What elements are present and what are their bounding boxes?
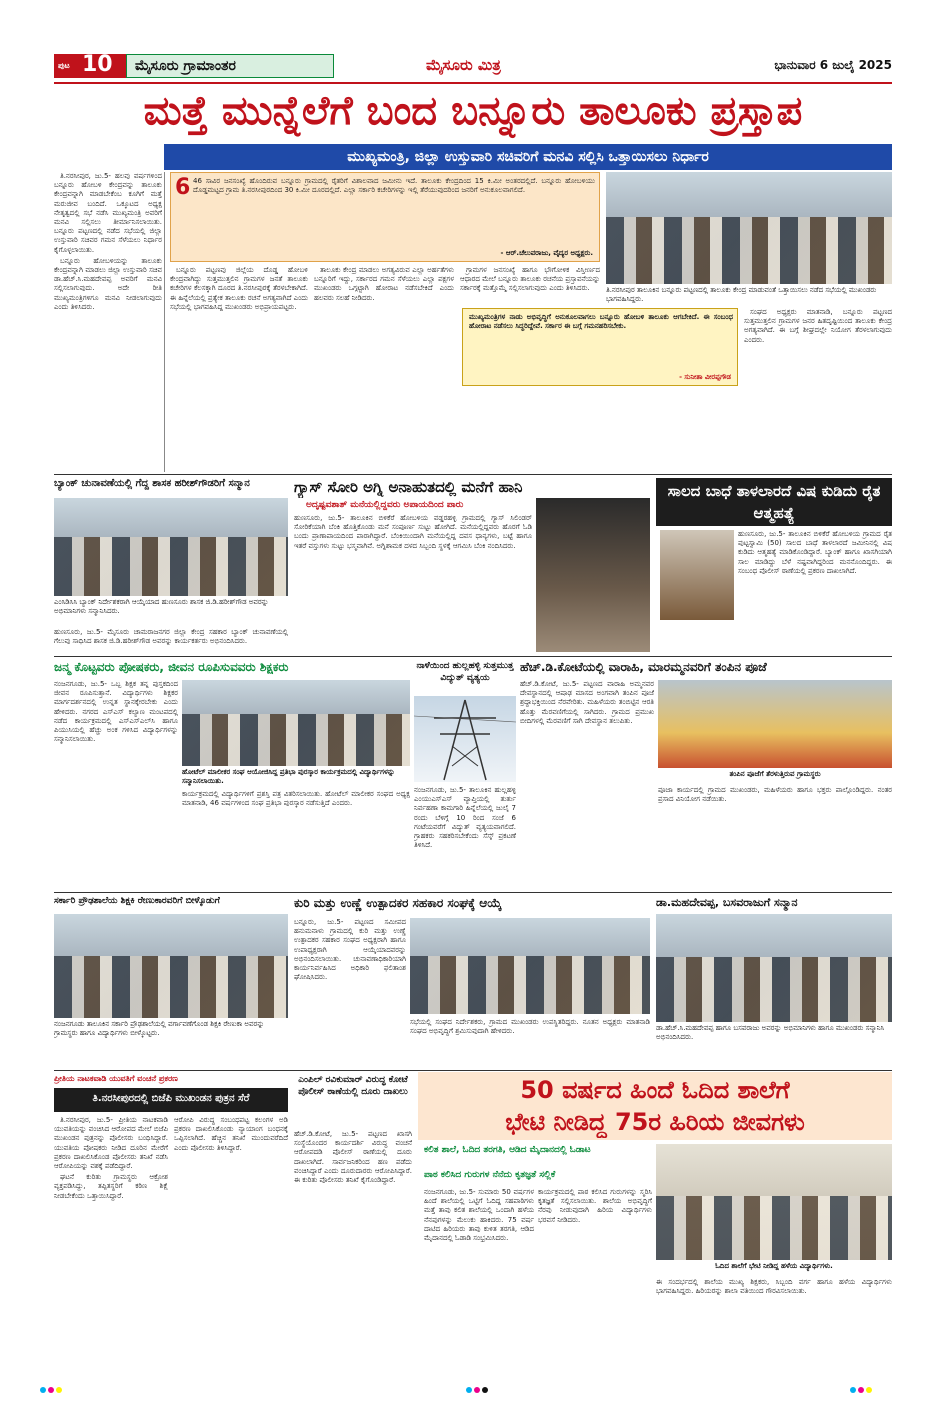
reunion-bullet-2: ಪಾಠ ಕಲಿಸಿದ ಗುರುಗಳ ನೆನೆದು ಕೃತಜ್ಞತೆ ಸಲ್ಲಿಕೆ xyxy=(424,1170,556,1180)
varahi-photo xyxy=(658,680,892,768)
teachers-photo xyxy=(182,680,410,766)
registration-marks xyxy=(466,1378,496,1386)
section-rule xyxy=(54,656,892,657)
section-rule xyxy=(54,1070,892,1071)
farmer-body: ಹುಣಸೂರು, ಜು.5- ತಾಲೂಕಿನ ಬಿಳಿಕೆರೆ ಹೋಬಳಿಯ ಗ್ರಾಮದ ರೈತ ಪುಟ್ಟಸ್ವಾಮಿ (50) ಸಾಲದ ಬಾಧೆ ತಾಳಲಾರದೆ ಜಮೀನಿನಲ್ಲಿ ವಿಷ ಕುಡಿದು ಆತ್ಮಹತ್ಯೆ ಮಾಡಿಕೊಂಡಿದ್ದಾರೆ. ಬ್ಯಾಂಕ್ ಹಾಗೂ ಖಾಸಗಿಯಾಗಿ ಸಾಲ ಮಾಡಿದ್ದು ಬೆಳೆ ನಷ್ಟವಾಗಿದ್ದರಿಂದ ಮನನೊಂದಿದ್ದರು. ಈ ಸಂಬಂಧ ಪೊಲೀಸ್ ಠಾಣೆಯಲ್ಲಿ ಪ್ರಕರಣ ದಾಖಲಾಗಿದೆ. xyxy=(738,530,892,575)
reunion-caption: ಓದಿದ ಶಾಲೆಗೆ ಭೇಟಿ ನೀಡಿದ್ದ ಹಳೆಯ ವಿದ್ಯಾರ್ಥಿಗಳು. xyxy=(715,1262,833,1270)
bjp-body-2: ಆರೋಪಿ ವಿರುದ್ಧ ಸಂಬಂಧಪಟ್ಟ ಕಲಂಗಳ ಅಡಿ ಪ್ರಕರಣ ದಾಖಲಿಸಿಕೊಂಡು ನ್ಯಾಯಾಂಗ ಬಂಧನಕ್ಕೆ ಒಪ್ಪಿಸಲಾಗಿದೆ. ಹೆಚ್ಚಿನ ತನಿಖೆ ಮುಂದುವರೆದಿದೆ ಎಂದು ಪೊಲೀಸರು ತಿಳಿಸಿದ್ದಾರೆ. xyxy=(174,1116,288,1152)
varahi-caption: ತಂಪಿನ ಪೂಜೆಗೆ ತೆರಳುತ್ತಿರುವ ಗ್ರಾಮಸ್ಥರು xyxy=(729,770,821,778)
bjp-headline: ತಿ.ನರಸೀಪುರದಲ್ಲಿ ಬಿಜೆಪಿ ಮುಖಂಡನ ಪುತ್ರನ ಸೆರೆ xyxy=(92,1093,250,1104)
school-caption: ನಂಜನಗೂಡು ತಾಲೂಕಿನ ಸರ್ಕಾರಿ ಪ್ರೌಢಶಾಲೆಯಲ್ಲಿ ವರ್ಗಾವಣೆಗೊಂಡ ಶಿಕ್ಷಕಿ ರೇಣುಕಾ ಅವರನ್ನು ಗ್ರಾಮಸ್ಥರು ಹಾಗೂ ವಿದ್ಯಾರ್ಥಿಗಳು ಬೀಳ್ಕೊಟ್ಟರು. xyxy=(54,1020,265,1037)
quote-byline: - ಸುನೀತಾ ವೀರಪ್ಪಗೌಡ xyxy=(679,373,731,381)
highlight-dropcap: 6 xyxy=(175,175,191,200)
quote-text: ಮುಖ್ಯಮಂತ್ರಿಗಳ ನಾಡು ಅಭಿವೃದ್ಧಿಗೆ ಅನುಕೂಲವಾಗಲು ಬನ್ನೂರು ಹೋಬಳಿ ತಾಲೂಕು ಆಗಬೇಕಿದೆ. ಈ ಸಂಬಂಧ ಹೋರಾಟ ನಡೆಸಲು ಸಿದ್ಧರಿದ್ದೇವೆ. ಸರ್ಕಾರ ಈ ಬಗ್ಗೆ ಗಮನಹರಿಸಬೇಕು. xyxy=(469,313,733,331)
section-rule xyxy=(54,892,892,893)
issue-date: ಭಾನುವಾರ 6 ಜುಲೈ 2025 xyxy=(774,58,892,72)
lead-col3-text: ತಾಲೂಕು ಕೇಂದ್ರ ಮಾಡಲು ಅಗತ್ಯವಿರುವ ಎಲ್ಲಾ ಅರ್ಹತೆಗಳು ಬನ್ನೂರಿಗೆ ಇದ್ದು, ಸರ್ಕಾರದ ಗಮನ ಸೆಳೆಯಲು ಎಲ್ಲಾ ಪಕ್ಷಗಳ ಮುಖಂಡರು ಒಗ್ಗಟ್ಟಾಗಿ ಹೋರಾಟ ನಡೆಸಬೇಕಿದೆ ಎಂದು ಹಲವರು ಸಲಹೆ ನೀಡಿದರು. xyxy=(314,266,454,302)
sheep-body-2: ಸಭೆಯಲ್ಲಿ ಸಂಘದ ನಿರ್ದೇಶಕರು, ಗ್ರಾಮದ ಮುಖಂಡರು ಉಪಸ್ಥಿತರಿದ್ದರು. ನೂತನ ಅಧ್ಯಕ್ಷರು ಮಾತನಾಡಿ ಸಂಘದ ಅಭಿವೃದ್ಧಿಗೆ ಶ್ರಮಿಸುವುದಾಗಿ ಹೇಳಿದರು. xyxy=(410,1018,650,1036)
bjp-body-text: ತಿ.ನರಸೀಪುರ, ಜು.5- ಪ್ರೀತಿಯ ನಾಟಕವಾಡಿ ಯುವತಿಯನ್ನು ವಂಚಿಸಿದ ಆರೋಪದ ಮೇಲೆ ಬಿಜೆಪಿ ಮುಖಂಡನ ಪುತ್ರನನ್ನು ಪೊಲೀಸರು ಬಂಧಿಸಿದ್ದಾರೆ. ಯುವತಿಯ ಪೋಷಕರು ನೀಡಿದ ದೂರಿನ ಮೇರೆಗೆ ಪ್ರಕರಣ ದಾಖಲಿಸಿಕೊಂಡ ಪೊಲೀಸರು ತನಿಖೆ ನಡೆಸಿ ಆರೋಪಿಯನ್ನು ವಶಕ್ಕೆ ಪಡೆದಿದ್ದಾರೆ. xyxy=(54,1116,168,1171)
section-name-box xyxy=(126,54,334,78)
reunion-headline-box xyxy=(418,1072,892,1140)
mahadevappa-caption: ಡಾ.ಹೆಚ್.ಸಿ.ಮಹದೇವಪ್ಪ ಹಾಗೂ ಬಸವರಾಜು ಅವರನ್ನು ಅಭಿಮಾನಿಗಳು ಹಾಗೂ ಮುಖಂಡರು ಸನ್ಮಾನಿಸಿ ಅಭಿನಂದಿಸಿದರು. xyxy=(656,1024,885,1041)
lead-headline: ಮತ್ತೆ ಮುನ್ನೆಲೆಗೆ ಬಂದ ಬನ್ನೂರು ತಾಲೂಕು ಪ್ರಸ್ತಾಪ xyxy=(143,88,803,134)
power-headline: ನಾಳೆಯಿಂದ ಹುಲ್ಲಹಳ್ಳಿ ಸುತ್ತಮುತ್ತ ವಿದ್ಯುತ್ ವ್ಯತ್ಯಯ xyxy=(416,661,514,683)
lead-column-3 xyxy=(314,266,454,472)
teachers-body: ನಂಜನಗೂಡು, ಜು.5- ಒಬ್ಬ ಶಿಕ್ಷಕ ತನ್ನ ಪುಸ್ತಕದಿಂದ ಜೀವನ ರೂಪಿಸುತ್ತಾನೆ. ವಿದ್ಯಾರ್ಥಿಗಳು ಶಿಕ್ಷಕರ ಮಾರ್ಗದರ್ಶನದಲ್ಲಿ ಉನ್ನತ ಸ್ಥಾನಕ್ಕೇರಬೇಕು ಎಂದು ಹೇಳಿದರು. ನಗರದ ಎಸ್‌ಎಸ್ ಕಲ್ಯಾಣ ಮಂಟಪದಲ್ಲಿ ನಡೆದ ಕಾರ್ಯಕ್ರಮದಲ್ಲಿ ಎಸ್‌ಎಸ್‌ಎಲ್‌ಸಿ ಹಾಗೂ ಪಿಯುಸಿಯಲ್ಲಿ ಹೆಚ್ಚು ಅಂಕ ಗಳಿಸಿದ ವಿದ್ಯಾರ್ಥಿಗಳನ್ನು ಸನ್ಮಾನಿಸಲಾಯಿತು. xyxy=(54,680,178,744)
page-label-box xyxy=(54,54,126,78)
lead-photo xyxy=(606,172,892,284)
section-name: ಮೈಸೂರು ಗ್ರಾಮಾಂತರ xyxy=(135,58,236,74)
police-body: ಹೆಚ್.ಡಿ.ಕೋಟೆ, ಜು.5- ಪಟ್ಟಣದ ಖಾಸಗಿ ಸಂಸ್ಥೆಯೊಂದರ ಕಾರ್ಯದರ್ಶಿ ವಿರುದ್ಧ ವಂಚನೆ ಆರೋಪದಡಿ ಪೊಲೀಸ್ ಠಾಣೆಯಲ್ಲಿ ದೂರು ದಾಖಲಾಗಿದೆ. ಸಾರ್ವಜನಿಕರಿಂದ ಹಣ ಪಡೆದು ವಂಚಿಸಿದ್ದಾರೆ ಎಂದು ದೂರುದಾರರು ಆರೋಪಿಸಿದ್ದಾರೆ. ಈ ಕುರಿತು ಪೊಲೀಸರು ತನಿಖೆ ಕೈಗೊಂಡಿದ್ದಾರೆ. xyxy=(294,1130,412,1185)
gas-fire-photo xyxy=(536,498,650,652)
bank-caption: ಎಂಸಿಡಿಸಿಸಿ ಬ್ಯಾಂಕ್ ನಿರ್ದೇಶಕರಾಗಿ ಆಯ್ಕೆಯಾದ ಹುಣಸೂರು ಶಾಸಕ ಜಿ.ಡಿ.ಹರೀಶ್‌ಗೌಡ ಅವರನ್ನು ಅಭಿಮಾನಿಗಳು ಸನ್ಮಾನಿಸಿದರು. xyxy=(54,598,269,615)
lead-col1-text: ತಿ.ನರಸೀಪುರ, ಜು.5- ಹಲವು ವರ್ಷಗಳಿಂದ ಬನ್ನೂರು ಹೋಬಳಿ ಕೇಂದ್ರವನ್ನು ತಾಲೂಕು ಕೇಂದ್ರವನ್ನಾಗಿ ಮಾಡಬೇಕೆಂಬ ಕೂಗಿಗೆ ಮತ್ತೆ ಮರುಜೀವ ಬಂದಿದೆ. ಒಕ್ಕೂಟದ ಅಧ್ಯಕ್ಷ ನೇತೃತ್ವದಲ್ಲಿ ಸಭೆ ನಡೆಸಿ ಮುಖ್ಯಮಂತ್ರಿ ಅವರಿಗೆ ಮನವಿ ಸಲ್ಲಿಸಲು ತೀರ್ಮಾನಿಸಲಾಯಿತು. ಬನ್ನೂರು ಪಟ್ಟಣದಲ್ಲಿ ನಡೆದ ಸಭೆಯಲ್ಲಿ ಜಿಲ್ಲಾ ಉಸ್ತುವಾರಿ ಸಚಿವರ ಗಮನ ಸೆಳೆಯಲು ನಿರ್ಧಾರ ಕೈಗೊಳ್ಳಲಾಯಿತು. xyxy=(54,172,162,254)
bjp-headline-box xyxy=(54,1088,288,1112)
registration-marks xyxy=(40,1378,70,1386)
mahadevappa-photo xyxy=(656,914,892,1022)
reunion-headline-1: 50 ವರ್ಷದ ಹಿಂದೆ ಓದಿದ ಶಾಲೆಗೆ xyxy=(520,1076,790,1104)
bjp-body xyxy=(54,1116,168,1370)
varahi-headline: ಹೆಚ್.ಡಿ.ಕೋಟೆಯಲ್ಲಿ ವಾರಾಹಿ, ಮಾರಮ್ಮನವರಿಗೆ ತಂಪಿನ ಪೂಜೆ xyxy=(520,660,767,674)
lead-column-5 xyxy=(744,308,892,472)
bank-body: ಹುಣಸೂರು, ಜು.5- ಮೈಸೂರು ಚಾಮರಾಜನಗರ ಜಿಲ್ಲಾ ಕೇಂದ್ರ ಸಹಕಾರ ಬ್ಯಾಂಕ್ ಚುನಾವಣೆಯಲ್ಲಿ ಗೆಲುವು ಸಾಧಿಸಿದ ಶಾಸಕ ಜಿ.ಡಿ.ಹರೀಶ್‌ಗೌಡ ಅವರನ್ನು ಕಾರ್ಯಕರ್ತರು ಅಭಿನಂದಿಸಿದರು. xyxy=(54,628,288,646)
power-body: ನಂಜನಗೂಡು, ಜು.5- ತಾಲೂಕಿನ ಹುಲ್ಲಹಳ್ಳಿ ಎಂಯುಎಸ್‌ಎಸ್ ವ್ಯಾಪ್ತಿಯಲ್ಲಿ ತುರ್ತು ನಿರ್ವಹಣಾ ಕಾಮಗಾರಿ ಹಿನ್ನೆಲೆಯಲ್ಲಿ ಜುಲೈ 7 ರಂದು ಬೆಳಿಗ್ಗೆ 10 ರಿಂದ ಸಂಜೆ 6 ಗಂಟೆಯವರೆಗೆ ವಿದ್ಯುತ್ ವ್ಯತ್ಯಯವಾಗಲಿದೆ. ಗ್ರಾಹಕರು ಸಹಕರಿಸಬೇಕೆಂದು ಸೆಸ್ಕ್ ಪ್ರಕಟಣೆ ತಿಳಿಸಿದೆ. xyxy=(414,786,516,850)
bank-headline: ಬ್ಯಾಂಕ್ ಚುನಾವಣೆಯಲ್ಲಿ ಗೆದ್ದ ಶಾಸಕ ಹರೀಶ್‌ಗೌಡರಿಗೆ ಸನ್ಮಾನ xyxy=(54,478,250,489)
farmer-portrait xyxy=(660,530,734,620)
varahi-body: ಹೆಚ್.ಡಿ.ಕೋಟೆ, ಜು.5- ಪಟ್ಟಣದ ವಾರಾಹಿ ಅಮ್ಮನವರ ದೇವಸ್ಥಾನದಲ್ಲಿ ಆಷಾಢ ಮಾಸದ ಅಂಗವಾಗಿ ತಂಪಿನ ಪೂಜೆ ಶ್ರದ್ಧಾಭಕ್ತಿಯಿಂದ ನೆರವೇರಿತು. ಮಹಿಳೆಯರು ತಂಬಿಟ್ಟಿನ ಆರತಿ ಹೊತ್ತು ಮೆರವಣಿಗೆಯಲ್ಲಿ ಸಾಗಿದರು. ಗ್ರಾಮದ ಪ್ರಮುಖ ಬೀದಿಗಳಲ್ಲಿ ಮೆರವಣಿಗೆ ಸಾಗಿ ದೇವಸ್ಥಾನ ತಲುಪಿತು. xyxy=(520,680,654,725)
bank-photo xyxy=(54,498,288,596)
gas-kicker: ಅದೃಷ್ಟವಶಾತ್ ಮನೆಯಲ್ಲಿದ್ದವರು ಅಪಾಯದಿಂದ ಪಾರು xyxy=(306,500,464,510)
highlight-text: 46 ಸಾವಿರ ಜನಸಂಖ್ಯೆ ಹೊಂದಿರುವ ಬನ್ನೂರು ಗ್ರಾಮದಲ್ಲಿ ರೈತರಿಗೆ ವಿಶಾಲವಾದ ಜಮೀನು ಇದೆ. ತಾಲೂಕು ಕೇಂದ್ರದಿಂದ 15 ಕಿ.ಮೀ ಅಂತರದಲ್ಲಿದೆ. ಬನ್ನೂರು ಹೋಬಳಿಯು ದೊಡ್ಡಮಟ್ಟದ ಗ್ರಾಮ ತಿ.ನರಸೀಪುರದಿಂದ 30 ಕಿ.ಮೀ ದೂರದಲ್ಲಿದೆ. ಎಲ್ಲಾ ಸರ್ಕಾರಿ ಕಚೇರಿಗಳನ್ನು ಇಲ್ಲಿ ತೆರೆಯುವುದರಿಂದ ಜನರಿಗೆ ಅನುಕೂಲವಾಗಲಿದೆ. xyxy=(193,177,595,195)
reunion-body: ನಂಜನಗೂಡು, ಜು.5- ಸುಮಾರು 50 ವರ್ಷಗಳ ಹಿಂದೆ ಶಾಲೆಯಲ್ಲಿ ಒಟ್ಟಿಗೆ ಓದಿದ್ದ ಸಹಪಾಠಿಗಳು ಮತ್ತೆ ತಾವು ಕಲಿತ ಶಾಲೆಯಲ್ಲಿ ಒಂದಾಗಿ ಹಳೆಯ ನೆನಪುಗಳನ್ನು ಮೆಲುಕು ಹಾಕಿದರು. 75 ವರ್ಷ ದಾಟಿದ ಹಿರಿಯರು ತಾವು ಕುಳಿತ ತರಗತಿ, ಆಡಿದ ಮೈದಾನದಲ್ಲಿ ಓಡಾಡಿ ಸಂಭ್ರಮಿಸಿದರು. xyxy=(424,1188,534,1243)
section-rule xyxy=(54,474,892,475)
reunion-body-3: ಈ ಸಂದರ್ಭದಲ್ಲಿ ಶಾಲೆಯ ಮುಖ್ಯ ಶಿಕ್ಷಕರು, ಸಿಬ್ಬಂದಿ ವರ್ಗ ಹಾಗೂ ಹಳೆಯ ವಿದ್ಯಾರ್ಥಿಗಳು ಭಾಗವಹಿಸಿದ್ದರು. ಹಿರಿಯರನ್ನು ಶಾಲಾ ವತಿಯಿಂದ ಗೌರವಿಸಲಾಯಿತು. xyxy=(656,1278,892,1296)
lead-col4-text: ಗ್ರಾಮಗಳ ಜನಸಂಖ್ಯೆ ಹಾಗೂ ಭೌಗೋಳಿಕ ವಿಸ್ತೀರ್ಣದ ಆಧಾರದ ಮೇಲೆ ಬನ್ನೂರು ತಾಲೂಕು ರಚನೆಯ ಪ್ರಸ್ತಾವನೆಯನ್ನು ಸರ್ಕಾರಕ್ಕೆ ಮತ್ತೊಮ್ಮೆ ಸಲ್ಲಿಸಲಾಗುವುದು ಎಂದು ತಿಳಿಸಿದರು. xyxy=(460,266,600,293)
page-label: ಪುಟ xyxy=(58,61,70,70)
teachers-caption: ಹೋಟೆಲ್ ಮಾಲೀಕರ ಸಂಘ ಆಯೋಜಿಸಿದ್ದ ಪ್ರತಿಭಾ ಪುರಸ್ಕಾರ ಕಾರ್ಯಕ್ರಮದಲ್ಲಿ ವಿದ್ಯಾರ್ಥಿಗಳನ್ನು ಸನ್ಮಾನಿಸಲಾಯಿತು. xyxy=(182,768,395,785)
paper-name: ಮೈಸೂರು ಮಿತ್ರ xyxy=(426,56,501,74)
page-number: 10 xyxy=(82,52,113,77)
farmer-headline-box xyxy=(656,478,892,526)
varahi-body-2: ಪೂಜಾ ಕಾರ್ಯದಲ್ಲಿ ಗ್ರಾಮದ ಮುಖಂಡರು, ಮಹಿಳೆಯರು ಹಾಗೂ ಭಕ್ತರು ಪಾಲ್ಗೊಂಡಿದ್ದರು. ನಂತರ ಪ್ರಸಾದ ವಿನಿಯೋಗ ನಡೆಯಿತು. xyxy=(658,786,892,804)
bjp-kicker: ಪ್ರೀತಿಯ ನಾಟಕವಾಡಿ ಯುವತಿಗೆ ವಂಚನೆ ಪ್ರಕರಣ xyxy=(54,1074,178,1083)
sheep-photo xyxy=(410,918,650,1014)
reunion-headline-2: ಭೇಟಿ ನೀಡಿದ್ದ 75ರ ಹಿರಿಯ ಜೀವಗಳು xyxy=(505,1108,805,1136)
reunion-body-2: ಕಾರ್ಯಕ್ರಮದಲ್ಲಿ ಪಾಠ ಕಲಿಸಿದ ಗುರುಗಳನ್ನು ಸ್ಮರಿಸಿ ಕೃತಜ್ಞತೆ ಸಲ್ಲಿಸಲಾಯಿತು. ಶಾಲೆಯ ಅಭಿವೃದ್ಧಿಗೆ ನೆರವು ನೀಡುವುದಾಗಿ ಹಿರಿಯ ವಿದ್ಯಾರ್ಥಿಗಳು ಭರವಸೆ ನೀಡಿದರು. xyxy=(538,1188,652,1224)
masthead xyxy=(54,54,892,80)
column-rule xyxy=(164,172,165,472)
power-tower-icon xyxy=(414,696,516,782)
lead-col2-text: ಬನ್ನೂರು ಪಟ್ಟಣವು ಜಿಲ್ಲೆಯ ದೊಡ್ಡ ಹೋಬಳಿ ಕೇಂದ್ರವಾಗಿದ್ದು ಸುತ್ತಮುತ್ತಲಿನ ಗ್ರಾಮಗಳ ಜನತೆ ತಾಲೂಕು ಕಚೇರಿಗಳ ಕೆಲಸಕ್ಕಾಗಿ ದೂರದ ತಿ.ನರಸೀಪುರಕ್ಕೆ ತೆರಳಬೇಕಾಗಿದೆ. ಈ ಹಿನ್ನೆಲೆಯಲ್ಲಿ ಪ್ರತ್ಯೇಕ ತಾಲೂಕು ರಚನೆ ಅಗತ್ಯವಾಗಿದೆ ಎಂದು ಸಭೆಯಲ್ಲಿ ಭಾಗವಹಿಸಿದ್ದ ಮುಖಂಡರು ಅಭಿಪ್ರಾಯಪಟ್ಟರು. xyxy=(170,266,308,311)
reunion-bullet-1: ಕಲಿತ ಶಾಲೆ, ಓದಿದ ತರಗತಿ, ಆಡಿದ ಮೈದಾನದಲ್ಲಿ ಓಡಾಟ xyxy=(424,1145,591,1155)
teachers-headline: ಜನ್ಮ ಕೊಟ್ಟವರು ಪೋಷಕರು, ಜೀವನ ರೂಪಿಸುವವರು ಶಿಕ್ಷಕರು xyxy=(54,660,289,674)
lead-column-1 xyxy=(54,172,162,472)
bjp-body-text-3: ಘಟನೆ ಕುರಿತು ಗ್ರಾಮಸ್ಥರು ಆಕ್ರೋಶ ವ್ಯಕ್ತಪಡಿಸಿದ್ದು, ತಪ್ಪಿತಸ್ಥರಿಗೆ ಕಠಿಣ ಶಿಕ್ಷೆ ನೀಡಬೇಕೆಂದು ಒತ್ತಾಯಿಸಿದ್ದಾರೆ. xyxy=(54,1173,168,1200)
lead-col1b-text: ಬನ್ನೂರು ಹೋಬಳಿಯನ್ನು ತಾಲೂಕು ಕೇಂದ್ರವನ್ನಾಗಿ ಮಾಡಲು ಜಿಲ್ಲಾ ಉಸ್ತುವಾರಿ ಸಚಿವ ಡಾ.ಹೆಚ್.ಸಿ.ಮಹದೇವಪ್ಪ ಅವರಿಗೆ ಮನವಿ ಸಲ್ಲಿಸಲಾಗುವುದು. ಅದೇ ರೀತಿ ಮುಖ್ಯಮಂತ್ರಿಗಳಿಗೂ ಮನವಿ ನೀಡಲಾಗುವುದು ಎಂದು ತಿಳಿಸಿದರು. xyxy=(54,256,162,311)
lead-column-2 xyxy=(170,266,308,472)
lead-quote-box xyxy=(462,308,738,386)
lead-photo-caption: ತಿ.ನರಸೀಪುರ ತಾಲೂಕಿನ ಬನ್ನೂರು ಪಟ್ಟಣದಲ್ಲಿ ತಾಲೂಕು ಕೇಂದ್ರ ಮಾಡುವಂತೆ ಒತ್ತಾಯಿಸಲು ನಡೆದ ಸಭೆಯಲ್ಲಿ ಮುಖಂಡರು ಭಾಗವಹಿಸಿದ್ದರು. xyxy=(606,286,877,303)
teachers-body-2: ಕಾರ್ಯಕ್ರಮದಲ್ಲಿ ವಿದ್ಯಾರ್ಥಿಗಳಿಗೆ ಪ್ರಶಸ್ತಿ ಪತ್ರ ವಿತರಿಸಲಾಯಿತು. ಹೋಟೆಲ್ ಮಾಲೀಕರ ಸಂಘದ ಅಧ್ಯಕ್ಷ ಮಾತನಾಡಿ, 46 ವರ್ಷಗಳಿಂದ ಸಂಘ ಪ್ರತಿಭಾ ಪುರಸ್ಕಾರ ನಡೆಸುತ್ತಿದೆ ಎಂದರು. xyxy=(182,790,410,808)
school-headline: ಸರ್ಕಾರಿ ಪ್ರೌಢಶಾಲೆಯ ಶಿಕ್ಷಕಿ ರೇಣುಕಾರವರಿಗೆ ಬೀಳ್ಕೊಡುಗೆ xyxy=(54,896,220,906)
gas-headline: ಗ್ಯಾಸ್ ಸೋರಿ ಅಗ್ನಿ ಅನಾಹುತದಲ್ಲಿ ಮನೆಗೆ ಹಾನಿ xyxy=(294,478,523,496)
registration-marks xyxy=(850,1378,880,1386)
lead-highlight-box xyxy=(170,172,600,262)
sheep-headline: ಕುರಿ ಮತ್ತು ಉಣ್ಣೆ ಉತ್ಪಾದಕರ ಸಹಕಾರ ಸಂಘಕ್ಕೆ ಆಯ್ಕೆ xyxy=(294,896,502,910)
farmer-headline: ಸಾಲದ ಬಾಧೆ ತಾಳಲಾರದೆ ವಿಷ ಕುಡಿದು ರೈತ ಆತ್ಮಹತ್ಯೆ xyxy=(667,482,881,522)
mahadevappa-headline: ಡಾ.ಮಹದೇವಪ್ಪ, ಬಸವರಾಜುಗೆ ಸನ್ಮಾನ xyxy=(656,896,798,909)
tower-photo xyxy=(414,696,516,782)
highlight-byline: - ಆರ್.ಚೆಲುವರಾಜು, ವೈದ್ಯರ ಅಧ್ಯಕ್ಷರು. xyxy=(500,249,593,257)
reunion-photo xyxy=(656,1144,892,1260)
police-headline: ಎಂಪಿಲ್ ರವಿಕುಮಾರ್ ವಿರುದ್ಧ ಕೋಟೆ ಪೊಲೀಸ್ ಠಾಣೆಯಲ್ಲಿ ದೂರು ದಾಖಲು xyxy=(298,1075,408,1097)
sheep-body: ಬನ್ನೂರು, ಜು.5- ಪಟ್ಟಣದ ಸಮೀಪದ ಹನುಮನಾಳು ಗ್ರಾಮದಲ್ಲಿ ಕುರಿ ಮತ್ತು ಉಣ್ಣೆ ಉತ್ಪಾದಕರ ಸಹಕಾರ ಸಂಘದ ಅಧ್ಯಕ್ಷರಾಗಿ ಹಾಗೂ ಉಪಾಧ್ಯಕ್ಷರಾಗಿ ಆಯ್ಕೆಯಾದವರನ್ನು ಅಭಿನಂದಿಸಲಾಯಿತು. ಚುನಾವಣಾಧಿಕಾರಿಯಾಗಿ ಕಾರ್ಯನಿರ್ವಹಿಸಿದ ಅಧಿಕಾರಿ ಫಲಿತಾಂಶ ಘೋಷಿಸಿದರು. xyxy=(294,918,406,982)
school-photo xyxy=(54,914,288,1018)
lead-col5-text: ಸಂಘದ ಅಧ್ಯಕ್ಷರು ಮಾತನಾಡಿ, ಬನ್ನೂರು ಪಟ್ಟಣದ ಸುತ್ತಮುತ್ತಲಿನ ಗ್ರಾಮಗಳ ಜನರ ಹಿತದೃಷ್ಟಿಯಿಂದ ತಾಲೂಕು ಕೇಂದ್ರ ಅಗತ್ಯವಾಗಿದೆ. ಈ ಬಗ್ಗೆ ಶೀಘ್ರದಲ್ಲೇ ನಿಯೋಗ ತೆರಳಲಾಗುವುದು ಎಂದರು. xyxy=(744,308,892,344)
lead-subhead: ಮುಖ್ಯಮಂತ್ರಿ, ಜಿಲ್ಲಾ ಉಸ್ತುವಾರಿ ಸಚಿವರಿಗೆ ಮನವಿ ಸಲ್ಲಿಸಿ ಒತ್ತಾಯಿಸಲು ನಿರ್ಧಾರ xyxy=(164,144,892,170)
gas-body: ಹುಣಸೂರು, ಜು.5- ತಾಲೂಕಿನ ಬಿಳಿಕೆರೆ ಹೋಬಳಿಯ ವಡ್ಡರಹಳ್ಳಿ ಗ್ರಾಮದಲ್ಲಿ ಗ್ಯಾಸ್ ಸಿಲಿಂಡರ್ ಸೋರಿಕೆಯಾಗಿ ಬೆಂಕಿ ಹೊತ್ತಿಕೊಂಡು ಮನೆ ಸಂಪೂರ್ಣ ಸುಟ್ಟು ಹೋಗಿದೆ. ಮನೆಯಲ್ಲಿದ್ದವರು ಹೊರಗೆ ಓಡಿ ಬಂದು ಪ್ರಾಣಾಪಾಯದಿಂದ ಪಾರಾಗಿದ್ದಾರೆ. ಬೆಂಕಿಯಿಂದಾಗಿ ಮನೆಯಲ್ಲಿದ್ದ ದವಸ ಧಾನ್ಯಗಳು, ಬಟ್ಟೆ ಹಾಗೂ ಇತರೆ ವಸ್ತುಗಳು ಸುಟ್ಟು ಭಸ್ಮವಾಗಿವೆ. ಅಗ್ನಿಶಾಮಕ ದಳದ ಸಿಬ್ಬಂದಿ ಸ್ಥಳಕ್ಕೆ ಆಗಮಿಸಿ ಬೆಂಕಿ ನಂದಿಸಿದರು. xyxy=(294,514,532,550)
